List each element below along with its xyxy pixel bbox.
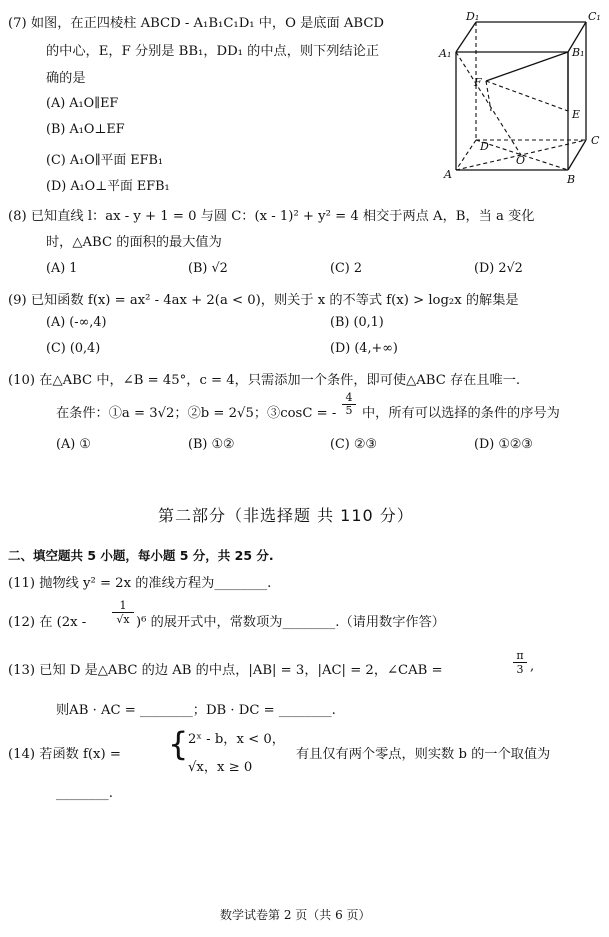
q7-option-c: (C) A₁O∥平面 EFB₁ [46,153,164,168]
q8-option-d: (D) 2√2 [474,261,523,276]
q9-option-a: (A) (-∞,4) [46,315,107,330]
q10-fraction-numerator: 4 [342,392,356,405]
q14-blank: ________. [56,786,113,801]
q14-case1: 2ˣ - b，x < 0， [188,732,285,747]
q9-option-b: (B) (0,1) [330,315,384,330]
vertex-label-e: E [572,108,581,121]
q7-line1: (7) 如图，在正四棱柱 ABCD - A₁B₁C₁D₁ 中，O 是底面 ABCD [8,16,384,31]
q10-line2a: 在条件：①a = 3√2；②b = 2√5；③cosC = - [56,406,337,421]
q13-fraction-numerator: π [513,649,527,663]
vertex-label-d: D [480,140,489,153]
part2-heading: 第二部分（非选择题 共 110 分） [158,506,414,525]
q8-line2: 时，△ABC 的面积的最大值为 [46,235,222,250]
q10-fraction [342,392,356,417]
q10-line1: (10) 在△ABC 中，∠B = 45°，c = 4，只需添加一个条件，即可使△ABC 存在且唯一. [8,373,521,388]
q10-line2b: 中，所有可以选择的条件的序号为 [362,406,560,421]
section2-title: 二、填空题共 5 小题，每小题 5 分，共 25 分. [8,548,274,563]
q7-option-d: (D) A₁O⊥平面 EFB₁ [46,179,170,194]
q9-line1: (9) 已知函数 f(x) = ax² - 4ax + 2(a < 0)，则关于 x 的不等式 f(x) > log₂x 的解集是 [8,293,519,308]
vertex-label-a: A [444,168,452,181]
page-footer: 数学试卷第 2 页（共 6 页） [220,908,371,922]
q12-fraction-denominator: √x [116,613,130,626]
q12-fraction [112,599,134,626]
vertex-label-b: B [567,173,576,186]
q14-brace-icon: { [168,725,189,763]
vertex-label-a1: A₁ [439,47,452,60]
q7-line2: 的中心，E，F 分别是 BB₁，DD₁ 的中点，则下列结论正 [46,44,380,59]
q8-line1: (8) 已知直线 l：ax - y + 1 = 0 与圆 C：(x - 1)² + y² = 4 相交于两点 A，B，当 a 变化 [8,209,535,224]
q7-option-b: (B) A₁O⊥EF [46,122,125,137]
q12-suffix: )⁶ 的展开式中，常数项为________.（请用数字作答） [136,615,445,630]
q14-prefix: (14) 若函数 f(x) = [8,747,121,762]
vertex-label-f: F [474,76,482,89]
q13-fraction-denominator: 3 [516,663,524,676]
q10-option-c: (C) ②③ [330,437,377,452]
q14-case2: √x，x ≥ 0 [188,760,253,775]
q10-fraction-denominator: 5 [345,404,353,417]
q13-line2: 则AB · AC = ________；DB · DC = ________. [56,703,336,718]
prism-figure [436,8,608,190]
q10-option-d: (D) ①②③ [474,437,533,452]
q9-option-d: (D) (4,+∞) [330,341,398,356]
vertex-label-b1: B₁ [572,46,585,59]
q14-suffix: 有且仅有两个零点，则实数 b 的一个取值为 [296,747,551,762]
q7-option-a: (A) A₁O∥EF [46,96,119,111]
vertex-label-o: O [516,154,526,167]
q10-option-b: (B) ①② [188,437,235,452]
vertex-label-c1: C₁ [588,10,601,23]
q9-option-c: (C) (0,4) [46,341,101,356]
q13-fraction [513,649,527,676]
q7-line3: 确的是 [46,71,86,86]
vertex-label-c: C [591,134,600,147]
q13-line1a: (13) 已知 D 是△ABC 的边 AB 的中点，|AB| = 3，|AC| = 2，∠CAB = [8,663,443,678]
q8-option-a: (A) 1 [46,261,78,276]
q10-option-a: (A) ① [56,437,91,452]
q12-prefix: (12) 在 (2x - [8,615,87,630]
q13-line1b: , [530,659,535,674]
q8-option-c: (C) 2 [330,261,362,276]
vertex-label-d1: D₁ [466,10,480,23]
q11-line: (11) 抛物线 y² = 2x 的准线方程为________. [8,576,272,591]
q12-fraction-numerator: 1 [112,599,134,613]
q8-option-b: (B) √2 [188,261,228,276]
